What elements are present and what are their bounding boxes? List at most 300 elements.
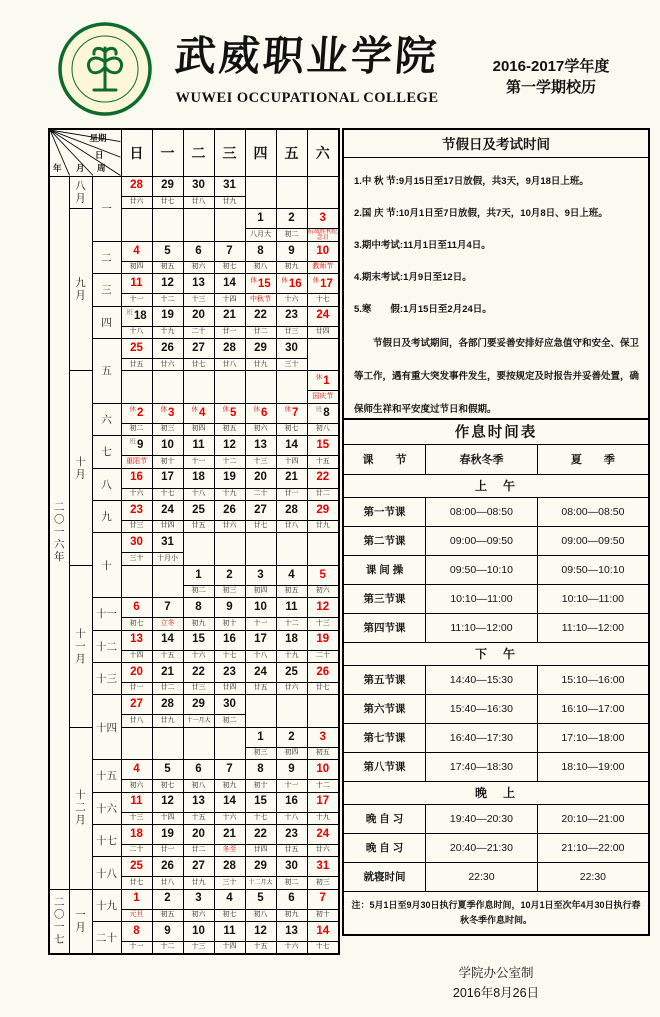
lunar-day-cell: 廿六 [276, 682, 307, 694]
date-cell [276, 241, 307, 261]
date-number: 8 [323, 407, 330, 420]
date-number: 21 [223, 309, 236, 322]
date-cell [214, 760, 245, 780]
notice-item: 2.国 庆 节:10月1日至7日放假，共7天，10月8日、9日上班。 [354, 208, 608, 219]
date-cell [183, 630, 214, 650]
date-number: 31 [223, 179, 236, 192]
lunar-day-cell: 廿五 [183, 521, 214, 533]
weekday-header: 五 [276, 129, 307, 176]
period-time: 09:00—09:50 [537, 526, 649, 555]
date-cell [276, 501, 307, 521]
date-number: 10 [316, 244, 330, 257]
date-cell [152, 695, 183, 715]
date-number: 19 [223, 471, 236, 484]
lunar-day-cell: 初二 [183, 585, 214, 597]
lunar-day-cell: 廿八 [276, 521, 307, 533]
lunar-day-cell: 初五 [214, 423, 245, 435]
date-number: 11 [130, 795, 143, 808]
date-cell [307, 274, 339, 294]
date-cell [245, 501, 276, 521]
week-number: 三 [92, 274, 121, 306]
date-cell [152, 468, 183, 488]
lunar-day-cell: 十八 [121, 326, 152, 338]
date-cell [307, 662, 339, 682]
date-cell [121, 176, 152, 196]
date-cell [152, 598, 183, 618]
date-number: 23 [130, 503, 143, 516]
date-number: 21 [285, 471, 298, 484]
date-cell [121, 403, 152, 423]
date-number: 28 [223, 860, 236, 873]
week-number: 八 [92, 468, 121, 500]
lunar-day-cell: 十七 [245, 812, 276, 824]
date-number: 5 [319, 568, 326, 581]
date-number: 12 [223, 438, 236, 451]
lunar-day-cell: 十七 [307, 942, 339, 954]
lunar-day-cell: 初九 [276, 261, 307, 273]
lunar-day-cell: 十三 [183, 294, 214, 306]
empty-day-cell [276, 176, 307, 208]
lunar-day-cell: 廿二 [152, 682, 183, 694]
month-label: 八月 [69, 176, 92, 208]
schedule-title: 作息时间表 [343, 419, 649, 444]
date-cell [121, 339, 152, 359]
lunar-day-cell: 廿一 [276, 488, 307, 500]
month-label: 一月 [69, 889, 92, 954]
date-number: 19 [316, 633, 330, 646]
date-cell [307, 565, 339, 585]
weekday-header: 四 [245, 129, 276, 176]
lunar-day-cell: 廿四 [307, 326, 339, 338]
schedule-section-header: 晚 上 [343, 781, 649, 804]
date-cell [121, 598, 152, 618]
date-cell [121, 824, 152, 844]
date-cell [307, 208, 339, 228]
year-label: 二〇一六年 [49, 176, 69, 889]
date-number: 4 [226, 892, 233, 905]
period-time: 11:10—12:00 [426, 613, 538, 642]
date-number: 6 [261, 407, 268, 420]
schedule-row [343, 555, 649, 584]
date-number: 27 [192, 860, 205, 873]
schedule-note: 注：5月1日至9月30日执行夏季作息时间，10月1日至次年4月30日执行春秋冬季作息时间。 [343, 891, 649, 935]
date-number: 1 [133, 892, 140, 905]
date-cell [152, 760, 183, 780]
date-number: 10 [316, 762, 330, 775]
date-cell [214, 241, 245, 261]
date-cell [245, 889, 276, 909]
schedule-row [343, 804, 649, 833]
date-number: 29 [316, 503, 330, 516]
empty-day-cell [307, 533, 339, 565]
date-cell [307, 468, 339, 488]
empty-day-cell [307, 339, 339, 371]
date-number: 7 [164, 600, 171, 613]
lunar-day-cell: 廿九 [152, 715, 183, 727]
date-number: 10 [254, 600, 267, 613]
lunar-day-cell: 初八 [245, 261, 276, 273]
lunar-day-cell: 十八 [183, 488, 214, 500]
lunar-day-cell: 十九 [276, 650, 307, 662]
lunar-day-cell: 十四 [152, 812, 183, 824]
date-number: 8 [195, 600, 202, 613]
schedule-section-header: 下 午 [343, 642, 649, 665]
lunar-day-cell: 初七 [214, 261, 245, 273]
date-cell [245, 630, 276, 650]
empty-day-cell [152, 208, 183, 241]
lunar-day-cell: 十六 [183, 650, 214, 662]
lunar-day-cell: 十二 [276, 618, 307, 630]
period-time: 15:10—16:00 [537, 665, 649, 694]
date-number: 7 [319, 892, 326, 905]
lunar-day-cell: 初三 [152, 423, 183, 435]
lunar-day-cell: 初五 [307, 747, 339, 759]
lunar-day-cell: 十一 [276, 780, 307, 792]
date-cell [183, 339, 214, 359]
weekday-header: 三 [214, 129, 245, 176]
date-number: 21 [161, 665, 174, 678]
footer [342, 963, 650, 1003]
empty-day-cell [276, 533, 307, 565]
rest-day-mark: 休 [191, 406, 199, 414]
date-number: 6 [133, 600, 140, 613]
date-number: 29 [254, 341, 267, 354]
lunar-day-cell: 教师节 [307, 261, 339, 273]
period-time: 10:10—11:00 [426, 584, 538, 613]
lunar-day-cell: 十一 [245, 618, 276, 630]
date-cell [183, 436, 214, 456]
lunar-day-cell: 十八 [276, 812, 307, 824]
date-number: 7 [292, 407, 299, 420]
date-number: 27 [130, 698, 143, 711]
lunar-day-cell: 十二月大 [245, 877, 276, 889]
lunar-day-cell: 三十 [214, 877, 245, 889]
date-number: 3 [168, 407, 175, 420]
date-cell [276, 274, 307, 294]
lunar-day-cell: 廿一 [152, 844, 183, 856]
semester-label: 第一学期校历 [505, 79, 596, 96]
date-number: 26 [223, 503, 236, 516]
week-number: 一 [92, 176, 121, 241]
date-cell [214, 824, 245, 844]
date-number: 13 [130, 633, 143, 646]
date-number: 27 [192, 341, 205, 354]
date-cell [245, 662, 276, 682]
date-cell [152, 630, 183, 650]
lunar-day-cell: 初五 [152, 909, 183, 921]
lunar-day-cell: 廿二 [245, 326, 276, 338]
date-number: 30 [285, 860, 298, 873]
lunar-day-cell: 初六 [183, 261, 214, 273]
date-cell [214, 630, 245, 650]
date-cell [183, 598, 214, 618]
date-number: 30 [223, 698, 236, 711]
date-cell [307, 792, 339, 812]
empty-day-cell [183, 533, 214, 565]
rest-day-mark: 休 [129, 406, 137, 414]
empty-day-cell [307, 695, 339, 727]
date-number: 11 [130, 277, 143, 290]
date-cell [152, 922, 183, 942]
date-cell [183, 857, 214, 877]
date-number: 26 [316, 665, 330, 678]
date-cell [307, 727, 339, 747]
weekday-header: 六 [307, 129, 339, 176]
date-cell [214, 468, 245, 488]
work-day-mark: 班 [126, 308, 133, 316]
empty-day-cell [152, 727, 183, 759]
date-number: 28 [223, 341, 236, 354]
lunar-day-cell: 初三 [245, 747, 276, 759]
date-number: 10 [192, 924, 205, 937]
date-cell [152, 436, 183, 456]
date-cell [183, 274, 214, 294]
period-time: 20:40—21:30 [426, 833, 538, 862]
date-cell [245, 306, 276, 326]
date-cell [152, 533, 183, 553]
lunar-day-cell: 初二 [276, 877, 307, 889]
lunar-day-cell: 廿三 [276, 326, 307, 338]
date-number: 28 [130, 179, 143, 192]
date-cell [276, 436, 307, 456]
notice-body [344, 158, 648, 420]
corner-year-label: 年 [53, 163, 62, 173]
date-cell [276, 760, 307, 780]
date-number: 20 [130, 665, 143, 678]
date-cell [245, 824, 276, 844]
week-number: 十六 [92, 792, 121, 824]
date-number: 26 [161, 860, 174, 873]
notice-item: 5.寒 假:1月15日至2月24日。 [354, 304, 492, 315]
rest-day-mark: 休 [160, 406, 168, 414]
date-cell [183, 922, 214, 942]
corner-week-label: 星期 [89, 133, 107, 143]
date-cell [121, 436, 152, 456]
lunar-day-cell: 初十 [307, 909, 339, 921]
lunar-day-cell: 三十 [276, 359, 307, 371]
date-number: 14 [161, 633, 174, 646]
schedule-row [343, 862, 649, 891]
date-cell [307, 857, 339, 877]
date-number: 2 [226, 568, 233, 581]
date-cell [245, 339, 276, 359]
date-number: 8 [257, 762, 264, 775]
work-day-mark: 班 [129, 438, 137, 446]
lunar-day-cell: 八月大 [245, 228, 276, 241]
date-number: 14 [316, 924, 330, 937]
date-cell [245, 468, 276, 488]
holiday-exam-notice [342, 128, 650, 420]
lunar-day-cell: 十三 [121, 812, 152, 824]
date-cell [183, 306, 214, 326]
period-time: 09:00—09:50 [426, 526, 538, 555]
week-number: 二十 [92, 922, 121, 954]
date-number: 13 [254, 438, 267, 451]
weekday-header: 日 [121, 129, 152, 176]
lunar-day-cell: 十三 [307, 618, 339, 630]
lunar-day-cell: 初四 [121, 261, 152, 273]
rest-day-mark: 休 [222, 406, 230, 414]
lunar-day-cell: 初七 [121, 618, 152, 630]
date-cell [183, 241, 214, 261]
lunar-day-cell: 初四 [276, 747, 307, 759]
lunar-day-cell: 二十 [307, 650, 339, 662]
lunar-day-cell: 廿八 [152, 877, 183, 889]
date-number: 30 [192, 179, 205, 192]
date-number: 12 [316, 600, 330, 613]
period-label: 第四节课 [343, 613, 426, 642]
date-number: 1 [257, 730, 264, 743]
week-number: 五 [92, 339, 121, 404]
date-number: 14 [223, 795, 236, 808]
date-cell [276, 403, 307, 423]
lunar-day-cell: 二十 [245, 488, 276, 500]
date-number: 28 [161, 698, 174, 711]
date-number: 20 [192, 309, 205, 322]
lunar-day-cell: 初七 [214, 909, 245, 921]
date-cell [183, 695, 214, 715]
date-number: 15 [316, 438, 330, 451]
lunar-day-cell: 初二 [276, 228, 307, 241]
lunar-day-cell: 廿四 [245, 844, 276, 856]
notice-paragraph: 节假日及考试期间，各部门要妥善安排好应急值守和安全、保卫等工作，遇有重大突发事件发生，要按规定及时报告并妥善处置，确保师生祥和平安度过节日和假期。 [354, 338, 640, 415]
college-seal-logo [58, 22, 152, 116]
lunar-day-cell: 初八 [245, 909, 276, 921]
lunar-day-cell: 十四 [121, 650, 152, 662]
date-cell [307, 824, 339, 844]
date-cell [307, 241, 339, 261]
week-number: 十三 [92, 662, 121, 694]
rest-day-mark: 休 [281, 276, 288, 284]
date-cell [121, 533, 152, 553]
date-number: 22 [316, 471, 330, 484]
period-time: 20:10—21:00 [537, 804, 649, 833]
period-time: 08:00—08:50 [426, 497, 538, 526]
period-time: 09:50—10:10 [426, 555, 538, 584]
empty-day-cell [152, 565, 183, 597]
lunar-day-cell: 廿九 [214, 196, 245, 208]
date-cell [214, 176, 245, 196]
lunar-day-cell: 廿六 [214, 521, 245, 533]
period-label: 第六节课 [343, 694, 426, 723]
lunar-day-cell: 十五 [307, 456, 339, 468]
lunar-day-cell: 初三 [307, 877, 339, 889]
date-cell [152, 339, 183, 359]
lunar-day-cell: 初七 [152, 780, 183, 792]
lunar-day-cell: 初二 [121, 423, 152, 435]
empty-day-cell [307, 176, 339, 208]
date-number: 2 [288, 211, 295, 224]
lunar-day-cell: 十一 [121, 942, 152, 954]
rest-day-mark: 休 [250, 276, 257, 284]
lunar-day-cell: 廿三 [183, 682, 214, 694]
corner-month-label: 月 [76, 163, 85, 173]
lunar-day-cell: 廿九 [183, 877, 214, 889]
semester-calendar-table [48, 128, 340, 955]
lunar-day-cell: 十一月大 [183, 715, 214, 727]
date-number: 25 [285, 665, 298, 678]
date-number: 12 [161, 277, 174, 290]
empty-day-cell [121, 371, 152, 403]
empty-day-cell [214, 208, 245, 241]
date-cell [183, 403, 214, 423]
lunar-day-cell: 廿四 [152, 521, 183, 533]
date-cell [214, 889, 245, 909]
date-number: 25 [130, 860, 143, 873]
date-cell [183, 176, 214, 196]
right-panel [342, 128, 650, 936]
date-number: 14 [223, 277, 236, 290]
lunar-day-cell: 廿五 [245, 682, 276, 694]
lunar-day-cell: 初四 [183, 423, 214, 435]
date-cell [152, 857, 183, 877]
period-time: 22:30 [537, 862, 649, 891]
date-cell [121, 760, 152, 780]
lunar-day-cell: 初六 [245, 423, 276, 435]
corner-day-label: 日 [94, 150, 104, 160]
week-number: 十八 [92, 857, 121, 889]
date-number: 27 [254, 503, 267, 516]
daily-schedule [342, 418, 650, 936]
lunar-day-cell: 二十 [121, 844, 152, 856]
lunar-day-cell: 国庆节 [307, 391, 339, 403]
weekday-header: 二 [183, 129, 214, 176]
date-number: 9 [288, 244, 295, 257]
empty-day-cell [121, 208, 152, 241]
period-time: 16:40—17:30 [426, 723, 538, 752]
schedule-row [343, 694, 649, 723]
date-cell [307, 371, 339, 391]
date-number: 1 [323, 374, 330, 387]
lunar-day-cell: 初七 [276, 423, 307, 435]
date-number: 4 [288, 568, 295, 581]
date-cell [245, 792, 276, 812]
weekday-header: 一 [152, 129, 183, 176]
date-cell [183, 468, 214, 488]
lunar-day-cell: 初六 [307, 585, 339, 597]
academic-year-label: 2016-2017学年度 [492, 58, 610, 75]
period-label: 第三节课 [343, 584, 426, 613]
date-number: 30 [285, 341, 298, 354]
lunar-day-cell: 初九 [183, 618, 214, 630]
schedule-table [342, 418, 650, 936]
date-number: 7 [226, 762, 233, 775]
calendar-corner [49, 129, 121, 176]
period-time: 09:50—10:10 [537, 555, 649, 584]
date-cell [152, 176, 183, 196]
date-cell [245, 922, 276, 942]
empty-day-cell [276, 371, 307, 403]
week-number: 十二 [92, 630, 121, 662]
date-cell [276, 727, 307, 747]
lunar-day-cell: 初九 [214, 780, 245, 792]
rest-day-mark: 休 [284, 406, 292, 414]
lunar-day-cell: 初十 [152, 456, 183, 468]
date-cell [214, 501, 245, 521]
date-cell [152, 501, 183, 521]
lunar-day-cell: 十六 [276, 942, 307, 954]
date-number: 18 [192, 471, 205, 484]
rest-day-mark: 休 [315, 373, 323, 381]
lunar-day-cell: 三十 [121, 553, 152, 565]
period-label: 课 间 操 [343, 555, 426, 584]
date-number: 9 [164, 924, 171, 937]
college-name-zh: 武威职业学院 [173, 33, 441, 79]
lunar-day-cell: 十六 [214, 812, 245, 824]
lunar-day-cell: 初六 [121, 780, 152, 792]
date-cell [276, 598, 307, 618]
notice-item: 4.期末考试:1月9日至12日。 [354, 272, 472, 283]
